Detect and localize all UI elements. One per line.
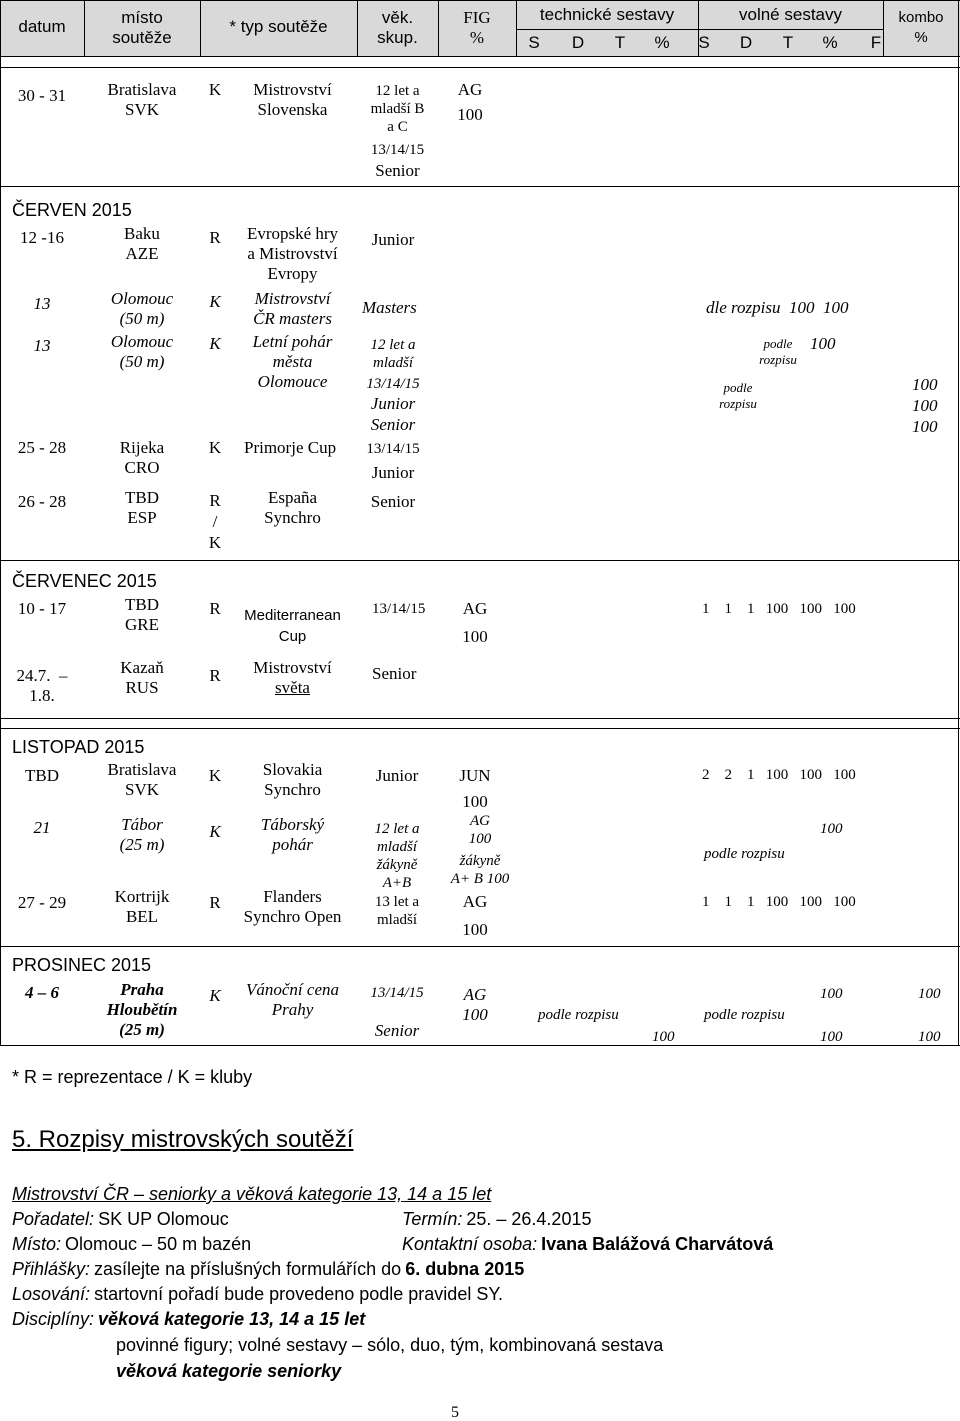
row-name: Mistrovství Slovenska (253, 80, 332, 119)
row-fig: JUN 100 (459, 766, 491, 811)
row-place: Bratislava SVK (107, 80, 177, 119)
row-name: Slovakia Synchro (262, 760, 323, 799)
row-place: Olomouc (50 m) (110, 289, 174, 328)
row-podle: podle rozpisu (704, 846, 785, 862)
row-kombo: 100 (918, 1029, 941, 1045)
row-age: 12 let a mladší B a C 13/14/15 Senior (370, 83, 425, 180)
row-name: Mediterranean Cup (244, 607, 341, 645)
row-date: 27 - 29 (17, 893, 67, 912)
row-name: Táborský pohár (260, 815, 325, 854)
row-kind: K (208, 438, 222, 457)
row-name: España Synchro (264, 488, 321, 527)
row-name: Letní pohár města Olomouce (252, 332, 333, 391)
row-age: Junior (371, 230, 415, 249)
section-title: Mistrovství ČR – seniorky a věková kategorie 13, 14 a 15 let (12, 1184, 492, 1204)
row-age: 12 let a mladší 13/14/15 Junior Senior (366, 337, 420, 434)
row-date: 4 – 6 (25, 983, 59, 1002)
disciplines-line (12, 1307, 365, 1332)
row-scores: dle rozpisu 100 100 (706, 298, 849, 317)
row-score: 100 (810, 334, 836, 353)
row-date: 30 - 31 (17, 86, 67, 105)
header-vek: věk. skup. (377, 8, 418, 47)
header-misto: místo soutěže (112, 8, 172, 47)
row-place: Bratislava SVK (107, 760, 177, 799)
row-kombo: 100 100 100 (912, 375, 938, 436)
row-kind: R (209, 228, 221, 247)
term-value: 25. – 26.4.2015 (466, 1209, 592, 1229)
month-heading: PROSINEC 2015 (12, 955, 152, 975)
organizer-line (12, 1207, 229, 1232)
row-score: 100 (652, 1029, 675, 1045)
term-line (402, 1207, 591, 1232)
entries-deadline: 6. dubna 2015 (405, 1259, 525, 1279)
row-name: Mistrovství světa (253, 658, 332, 697)
header-datum: datum (18, 17, 66, 36)
header-typ: * typ soutěže (229, 17, 328, 36)
row-place: Tábor (25 m) (119, 815, 165, 854)
header-kombo: kombo % (898, 9, 944, 46)
draw-line (12, 1282, 503, 1307)
row-kind: R (209, 893, 221, 912)
row-kind: K (209, 822, 221, 841)
header-fig: FIG % (463, 8, 491, 47)
row-podle: podle rozpisu (759, 336, 797, 367)
row-kind: K (209, 334, 221, 353)
row-date: 10 - 17 (17, 599, 67, 618)
row-podle: podle rozpisu (538, 1007, 619, 1023)
row-scores: 1 1 1 100 100 100 (702, 601, 856, 617)
row-age: Masters (362, 298, 417, 317)
row-scores: 2 2 1 100 100 100 (702, 767, 856, 783)
organizer-label: Pořadatel: (12, 1209, 95, 1229)
row-date: 13 (33, 336, 51, 355)
disciplines-seniors: věková kategorie seniorky (116, 1361, 342, 1381)
row-age: 13/14/15 Senior (370, 985, 424, 1040)
entries-line (12, 1257, 524, 1282)
contact-value: Ivana Balážová Charvátová (541, 1234, 774, 1254)
row-place: Kortrijk BEL (114, 887, 170, 926)
row-name: Vánoční cena Prahy (246, 980, 339, 1019)
row-date: 26 - 28 (17, 492, 67, 511)
month-heading: LISTOPAD 2015 (12, 737, 145, 757)
disciplines-detail: povinné figury; volné sestavy – sólo, duo, tým, kombinovaná sestava (116, 1335, 664, 1355)
disciplines-label: Disciplíny: (12, 1309, 95, 1329)
row-name: Evropské hry a Mistrovství Evropy (246, 224, 339, 283)
row-name: Mistrovství ČR masters (253, 289, 332, 328)
page-number: 5 (451, 1404, 459, 1421)
venue-line (12, 1232, 251, 1257)
row-fig: AG 100 (462, 985, 488, 1024)
row-age: 12 let a mladší žákyně A+B (374, 821, 420, 891)
row-date: 21 (33, 818, 51, 837)
venue-value: Olomouc – 50 m bazén (65, 1234, 252, 1254)
row-age: Junior (375, 766, 419, 785)
draw-label: Losování: (12, 1284, 91, 1304)
row-age: Senior (370, 492, 416, 511)
row-age: 13/14/15 Junior (366, 441, 420, 482)
row-place: Praha Hloubětín (25 m) (106, 980, 178, 1039)
venue-label: Místo: (12, 1234, 62, 1254)
row-age: 13/14/15 (372, 601, 426, 617)
row-kind: K (209, 292, 221, 311)
row-scores: 1 1 1 100 100 100 (702, 894, 856, 910)
row-kind: R (209, 666, 221, 685)
row-score: 100 (820, 821, 843, 837)
row-place: TBD GRE (125, 595, 159, 634)
row-place: Kazaň RUS (120, 658, 164, 697)
row-fig: AG 100 žákyně A+ B 100 (450, 813, 510, 887)
section-heading: 5. Rozpisy mistrovských soutěží (12, 1126, 354, 1153)
row-name: Primorje Cup (244, 438, 337, 457)
row-fig: AG 100 (462, 599, 488, 646)
row-place: TBD ESP (125, 488, 159, 527)
row-name: Flanders Synchro Open (243, 887, 342, 926)
header-technicke: technické sestavy (539, 5, 675, 24)
row-kind: K (208, 766, 222, 785)
draw-value: startovní pořadí bude provedeno podle pravidel SY. (94, 1284, 504, 1304)
row-score: 100 (820, 986, 843, 1002)
row-date: 25 - 28 (17, 438, 67, 457)
organizer-value: SK UP Olomouc (98, 1209, 229, 1229)
header-volne: volné sestavy (739, 5, 842, 24)
contact-label: Kontaktní osoba: (402, 1234, 538, 1254)
disciplines-category: věková kategorie 13, 14 a 15 let (98, 1309, 366, 1329)
row-place: Baku AZE (124, 224, 160, 263)
row-date: 13 (33, 294, 51, 313)
row-age: 13 let a mladší (374, 894, 420, 928)
row-kind: K (208, 80, 222, 99)
row-kind: K (209, 986, 221, 1005)
row-place: Rijeka CRO (119, 438, 165, 477)
row-date: 24.7. – 1.8. (16, 666, 68, 705)
footnote: * R = reprezentace / K = kluby (12, 1067, 253, 1087)
row-score: 100 (820, 1029, 843, 1045)
entries-value: zasílejte na příslušných formulářích do (94, 1259, 402, 1279)
row-fig: AG 100 (462, 892, 488, 939)
row-date: TBD (25, 766, 59, 785)
row-date: 12 -16 (20, 228, 64, 247)
row-place: Olomouc (50 m) (110, 332, 174, 371)
entries-label: Přihlášky: (12, 1259, 91, 1279)
row-fig: AG 100 (457, 80, 483, 124)
row-kind: R / K (208, 491, 222, 552)
row-podle: podle rozpisu (704, 1007, 785, 1023)
month-heading: ČERVENEC 2015 (12, 571, 157, 591)
contact-line (402, 1232, 773, 1257)
row-kind: R (209, 599, 221, 618)
row-age: Senior (372, 664, 417, 683)
row-podle: podle rozpisu (719, 380, 757, 411)
term-label: Termín: (402, 1209, 463, 1229)
month-heading: ČERVEN 2015 (12, 200, 132, 220)
row-kombo: 100 (918, 986, 941, 1002)
